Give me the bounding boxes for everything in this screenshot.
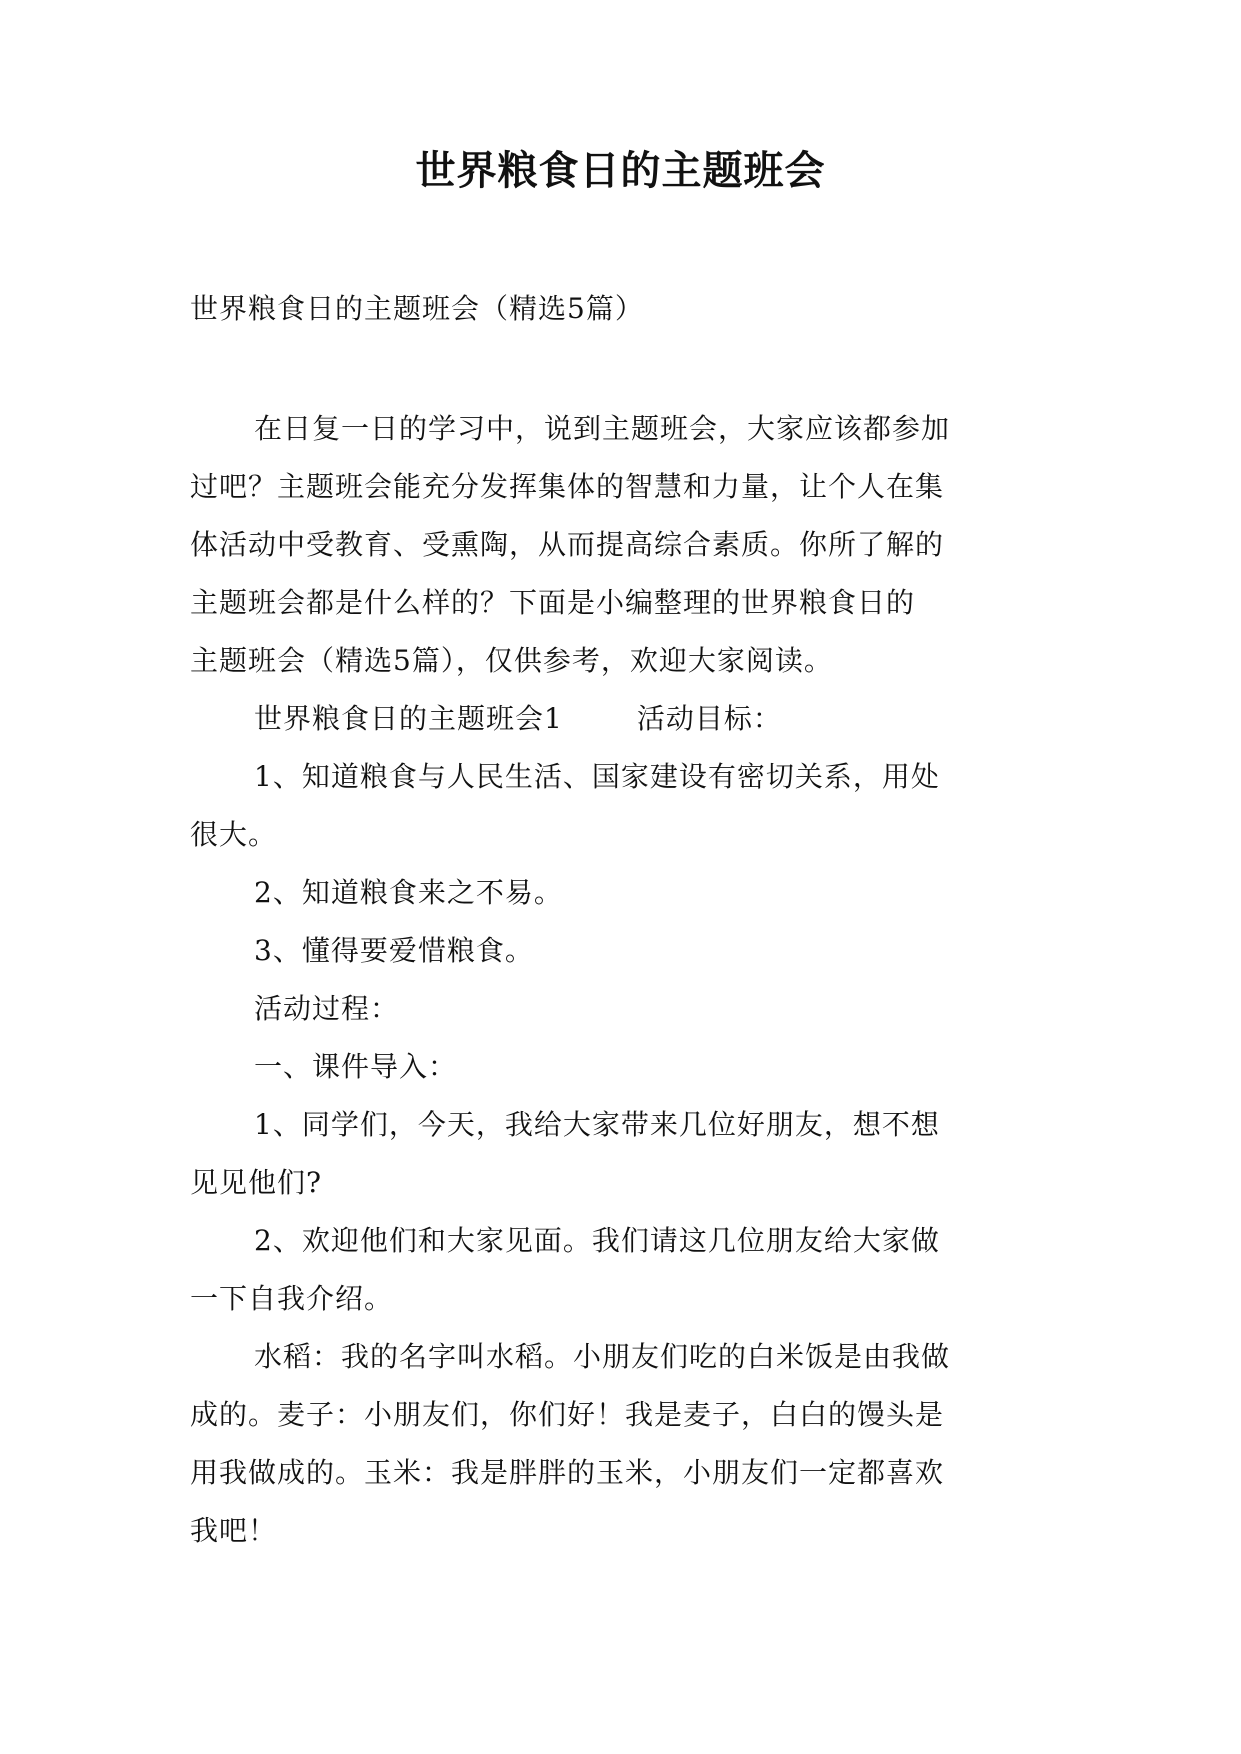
- step-1-line-1: 1、同学们，今天，我给大家带来几位好朋友，想不想: [254, 1108, 940, 1141]
- intro-line-4: 主题班会都是什么样的？下面是小编整理的世界粮食日的: [190, 586, 916, 619]
- intro-line-2: 过吧？主题班会能充分发挥集体的智慧和力量，让个人在集: [190, 470, 945, 503]
- step-1-line-4: 一下自我介绍。: [190, 1282, 394, 1315]
- goal-line-1: 1、知道粮食与人民生活、国家建设有密切关系，用处: [254, 760, 940, 793]
- goal-line-3: 2、知道粮食来之不易。: [254, 876, 563, 909]
- document-subtitle: 世界粮食日的主题班会（精选5篇）: [190, 292, 644, 325]
- section-1-heading: 世界粮食日的主题班会1: [254, 702, 563, 735]
- section-1-goal-label: 活动目标：: [636, 702, 782, 735]
- step-1-line-2: 见见他们?: [190, 1166, 323, 1199]
- process-label: 活动过程：: [254, 992, 400, 1025]
- document-body: [190, 400, 1046, 1560]
- goal-line-4: 3、懂得要爱惜粮食。: [254, 934, 534, 967]
- section-1-heading-line: [190, 690, 1046, 748]
- step-1-label: 一、课件导入：: [254, 1050, 458, 1083]
- dialogue-line-3: 用我做成的。玉米：我是胖胖的玉米，小朋友们一定都喜欢: [190, 1456, 945, 1489]
- intro-line-1: 在日复一日的学习中，说到主题班会，大家应该都参加: [254, 412, 951, 445]
- goal-line-2: 很大。: [190, 818, 278, 851]
- dialogue-line-4: 我吧！: [190, 1514, 278, 1547]
- intro-line-5: 主题班会（精选5篇），仅供参考，欢迎大家阅读。: [190, 644, 833, 677]
- document-title: 世界粮食日的主题班会: [415, 147, 826, 194]
- intro-line-3: 体活动中受教育、受熏陶，从而提高综合素质。你所了解的: [190, 528, 945, 561]
- dialogue-line-1: 水稻：我的名字叫水稻。小朋友们吃的白米饭是由我做: [254, 1340, 951, 1373]
- dialogue-line-2: 成的。麦子：小朋友们，你们好！我是麦子，白白的馒头是: [190, 1398, 945, 1431]
- step-1-line-3: 2、欢迎他们和大家见面。我们请这几位朋友给大家做: [254, 1224, 940, 1257]
